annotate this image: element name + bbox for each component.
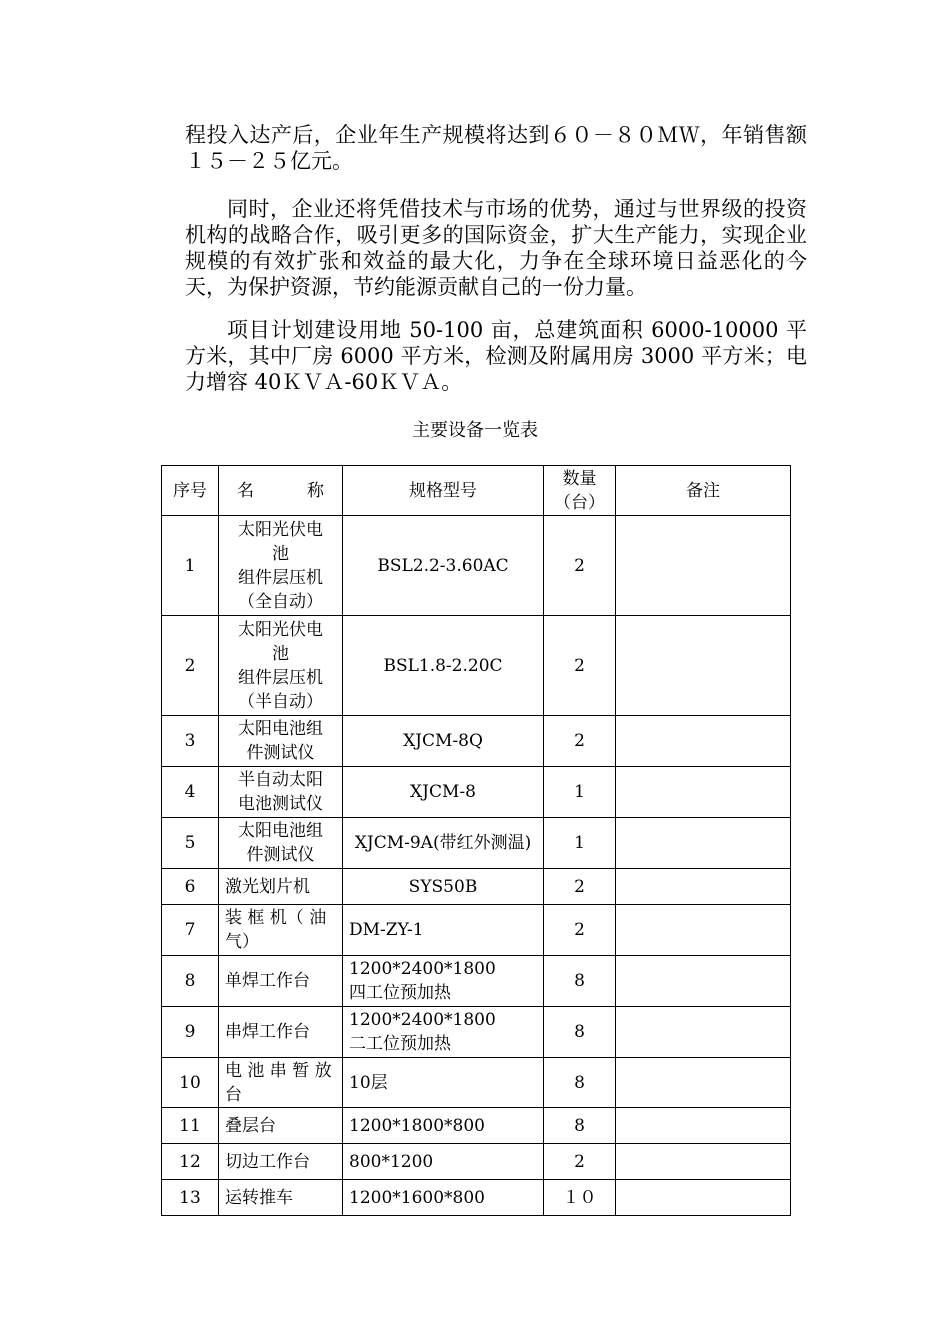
cell-remark bbox=[616, 1180, 791, 1216]
cell-remark bbox=[616, 516, 791, 616]
cell-name bbox=[219, 1007, 343, 1058]
cell-qty: 2 bbox=[544, 1144, 616, 1180]
header-qty-line2: （台） bbox=[554, 492, 605, 513]
cell-no: 9 bbox=[162, 1007, 219, 1058]
cell-qty: 8 bbox=[544, 1058, 616, 1108]
cell-no: 12 bbox=[162, 1144, 219, 1180]
cell-spec-line: 10层 bbox=[349, 1072, 388, 1093]
cell-spec-line: SYS50B bbox=[408, 876, 478, 897]
cell-name bbox=[219, 516, 343, 616]
cell-name-line: 叠层台 bbox=[225, 1115, 276, 1136]
header-qty bbox=[544, 466, 616, 516]
cell-no: 4 bbox=[162, 767, 219, 818]
cell-spec bbox=[343, 1108, 544, 1144]
cell-no: 5 bbox=[162, 818, 219, 869]
cell-remark bbox=[616, 1144, 791, 1180]
cell-no: 6 bbox=[162, 869, 219, 905]
cell-no: 13 bbox=[162, 1180, 219, 1216]
cell-name-line: 串焊工作台 bbox=[225, 1022, 310, 1042]
cell-spec bbox=[343, 956, 544, 1007]
cell-name-line: 太阳电池组 bbox=[238, 821, 323, 841]
cell-name-line: 池 bbox=[272, 643, 289, 664]
cell-no: 2 bbox=[162, 616, 219, 716]
table-row bbox=[162, 516, 791, 616]
cell-name-line: 切边工作台 bbox=[225, 1151, 310, 1172]
cell-name bbox=[219, 1180, 343, 1216]
cell-spec bbox=[343, 818, 544, 869]
cell-spec bbox=[343, 905, 544, 956]
cell-name bbox=[219, 616, 343, 716]
cell-name-line: 运转推车 bbox=[225, 1187, 293, 1208]
cell-remark bbox=[616, 1108, 791, 1144]
equipment-table bbox=[161, 465, 791, 1216]
header-name-part-a: 名 bbox=[237, 480, 254, 501]
cell-name-line: 太阳光伏电 bbox=[238, 619, 323, 640]
cell-remark bbox=[616, 767, 791, 818]
cell-spec-line: 1200*1600*800 bbox=[349, 1187, 485, 1208]
cell-name-line: 电池测试仪 bbox=[238, 794, 323, 814]
table-row bbox=[162, 818, 791, 869]
cell-name-line: 件测试仪 bbox=[246, 845, 315, 865]
cell-name-line: （全自动） bbox=[238, 591, 323, 612]
cell-name bbox=[219, 956, 343, 1007]
cell-name-line: 电 池 串 暂 放 bbox=[225, 1060, 332, 1081]
table-row bbox=[162, 1058, 791, 1108]
cell-spec-line: XJCM-8 bbox=[410, 782, 476, 802]
cell-qty: 2 bbox=[544, 616, 616, 716]
cell-spec-line: 1200*2400*1800 bbox=[349, 959, 496, 979]
cell-qty: 2 bbox=[544, 516, 616, 616]
cell-name-line: 激光划片机 bbox=[225, 876, 310, 897]
cell-spec bbox=[343, 516, 544, 616]
cell-name bbox=[219, 1108, 343, 1144]
cell-spec-line: 1200*2400*1800 bbox=[349, 1010, 496, 1030]
cell-qty: 8 bbox=[544, 956, 616, 1007]
cell-qty: 2 bbox=[544, 869, 616, 905]
cell-no: 8 bbox=[162, 956, 219, 1007]
cell-name-line: 太阳光伏电 bbox=[238, 519, 323, 540]
cell-qty: 8 bbox=[544, 1108, 616, 1144]
paragraph-3: 项目计划建设用地 50-100 亩，总建筑面积 6000-10000 平方米，其中厂房 6000 平方米，检测及附属用房 3000 平方米；电力增容 40ＫＶＡ-60ＫＶＡ。 bbox=[185, 318, 807, 394]
cell-spec bbox=[343, 1144, 544, 1180]
table-row bbox=[162, 1144, 791, 1180]
paragraph-1: 程投入达产后，企业年生产规模将达到６０－８０ＭＷ，年销售额１５－２５亿元。 bbox=[185, 123, 807, 173]
cell-spec bbox=[343, 869, 544, 905]
table-header-row bbox=[162, 466, 791, 516]
cell-name bbox=[219, 905, 343, 956]
cell-spec-line: 二工位预加热 bbox=[349, 1034, 451, 1054]
cell-no: 1 bbox=[162, 516, 219, 616]
cell-remark bbox=[616, 818, 791, 869]
cell-name-line: （半自动） bbox=[238, 691, 323, 712]
paragraph-2: 同时，企业还将凭借技术与市场的优势，通过与世界级的投资机构的战略合作，吸引更多的国际资金，扩大生产能力，实现企业规模的有效扩张和效益的最大化，力争在全球环境日益恶化的今天，为保护资源，节约能源贡献自己的一份力量。 bbox=[185, 197, 807, 299]
header-name-part-b: 称 bbox=[307, 480, 324, 501]
cell-spec bbox=[343, 616, 544, 716]
cell-qty: 1 bbox=[544, 767, 616, 818]
header-spec: 规格型号 bbox=[343, 466, 544, 516]
cell-spec bbox=[343, 1058, 544, 1108]
cell-spec bbox=[343, 1007, 544, 1058]
cell-name bbox=[219, 767, 343, 818]
cell-name-line: 气） bbox=[225, 932, 259, 952]
cell-spec-line: 1200*1800*800 bbox=[349, 1115, 485, 1136]
cell-no: 10 bbox=[162, 1058, 219, 1108]
table-row bbox=[162, 1007, 791, 1058]
cell-no: 11 bbox=[162, 1108, 219, 1144]
table-row bbox=[162, 616, 791, 716]
cell-spec bbox=[343, 1180, 544, 1216]
cell-remark bbox=[616, 956, 791, 1007]
cell-name-line: 装 框 机（ 油 bbox=[225, 908, 327, 928]
cell-qty: 1 bbox=[544, 818, 616, 869]
table-row bbox=[162, 956, 791, 1007]
cell-qty: 8 bbox=[544, 1007, 616, 1058]
cell-name-line: 组件层压机 bbox=[238, 567, 323, 588]
cell-name bbox=[219, 1144, 343, 1180]
cell-name-line: 组件层压机 bbox=[238, 667, 323, 688]
cell-spec-line: 四工位预加热 bbox=[349, 983, 451, 1003]
table-row bbox=[162, 1180, 791, 1216]
cell-spec-line: DM-ZY-1 bbox=[349, 920, 424, 940]
cell-spec-line: BSL1.8-2.20C bbox=[383, 655, 503, 676]
cell-name-line: 件测试仪 bbox=[246, 743, 315, 763]
cell-remark bbox=[616, 1007, 791, 1058]
header-name bbox=[219, 466, 343, 516]
cell-name-line: 池 bbox=[272, 543, 289, 564]
table-body bbox=[162, 516, 791, 1216]
cell-remark bbox=[616, 1058, 791, 1108]
cell-name-line: 台 bbox=[225, 1084, 242, 1105]
table-caption: 主要设备一览表 bbox=[412, 420, 538, 441]
cell-name-line: 半自动太阳 bbox=[238, 770, 323, 790]
cell-remark bbox=[616, 716, 791, 767]
cell-name-line: 太阳电池组 bbox=[238, 719, 323, 739]
cell-spec-line: XJCM-8Q bbox=[403, 731, 483, 751]
cell-qty: １０ bbox=[544, 1180, 616, 1216]
cell-spec-line: 800*1200 bbox=[349, 1151, 434, 1172]
table-row bbox=[162, 869, 791, 905]
header-qty-line1: 数量 bbox=[562, 468, 597, 489]
table-row bbox=[162, 1108, 791, 1144]
cell-spec-line: XJCM-9A(带红外测温) bbox=[354, 833, 532, 853]
cell-no: 7 bbox=[162, 905, 219, 956]
cell-name bbox=[219, 869, 343, 905]
cell-spec bbox=[343, 716, 544, 767]
cell-name bbox=[219, 818, 343, 869]
cell-name-line: 单焊工作台 bbox=[225, 971, 310, 991]
cell-remark bbox=[616, 905, 791, 956]
header-remark: 备注 bbox=[616, 466, 791, 516]
cell-qty: 2 bbox=[544, 905, 616, 956]
cell-remark bbox=[616, 869, 791, 905]
table-row bbox=[162, 767, 791, 818]
cell-name bbox=[219, 1058, 343, 1108]
header-no: 序号 bbox=[162, 466, 219, 516]
cell-spec-line: BSL2.2-3.60AC bbox=[377, 555, 509, 576]
cell-spec bbox=[343, 767, 544, 818]
table-row bbox=[162, 716, 791, 767]
cell-remark bbox=[616, 616, 791, 716]
table-row bbox=[162, 905, 791, 956]
cell-qty: 2 bbox=[544, 716, 616, 767]
cell-name bbox=[219, 716, 343, 767]
cell-no: 3 bbox=[162, 716, 219, 767]
